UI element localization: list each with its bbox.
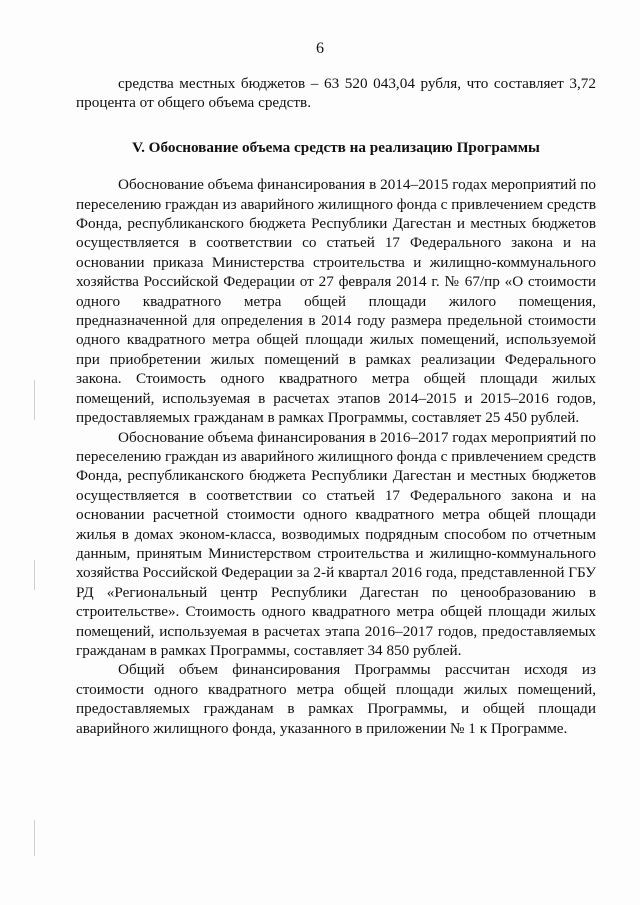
paragraph-2: Обоснование объема финансирования в 2016–2017 годах мероприятий по переселению граждан из аварийного жилищного фонда с привлечением средств Фонда, республиканского бюджета Республики Дагестан и местных бюджетов осуществляется в соответствии со статьей 17 Федерального закона и на основании расчетной стоимости одного квадратного метра общей площади жилья в домах эконом-класса, возводимых подрядным способом по отчетным данным, принятым Министерством строительства и жилищно-коммунального хозяйства Российской Федерации за 2-й квартал 2016 года, представленной ГБУ РД «Региональный центр Республики Дагестан по ценообразованию в строительстве». Стоимость одного квадратного метра общей площади жилых помещений, используемая в расчетах этапа 2016–2017 годов, предоставляемых гражданам в рамках Программы, составляет 34 850 рублей. [76, 428, 596, 659]
intro-paragraph: средства местных бюджетов – 63 520 043,04 рубля, что составляет 3,72 процента от общего объема средств. [76, 75, 596, 112]
page-number: 6 [316, 40, 324, 57]
scan-artifact [34, 820, 35, 856]
paragraph-3: Общий объем финансирования Программы рассчитан исходя из стоимости одного квадратного метра общей площади жилых помещений, предоставляемых гражданам в рамках Программы, и общей площади аварийного жилищного фонда, указанного в приложении № 1 к Программе. [76, 661, 596, 737]
scan-artifact [34, 380, 35, 420]
scan-artifact [34, 560, 35, 590]
document-body [76, 74, 596, 738]
paragraph-1: Обоснование объема финансирования в 2014–2015 годах мероприятий по переселению граждан из аварийного жилищного фонда с привлечением средств Фонда, республиканского бюджета Республики Дагестан и местных бюджетов осуществляется в соответствии со статьей 17 Федерального закона и на основании приказа Министерства строительства и жилищно-коммунального хозяйства Российской Федерации от 27 февраля 2014 г. № 67/пр «О стоимости одного квадратного метра общей площади жилого помещения, предназначенной для определения в 2014 году размера предельной стоимости одного квадратного метра общей площади жилых помещений, используемой при приобретении жилых помещений в рамках реализации Федерального закона. Стоимость одного квадратного метра общей площади жилых помещений, используемая в расчетах этапов 2014–2015 и 2015–2016 годов, предоставляемых гражданам в рамках Программы, составляет 25 450 рублей. [76, 176, 596, 427]
section-heading: V. Обоснование объема средств на реализацию Программы [132, 138, 540, 156]
